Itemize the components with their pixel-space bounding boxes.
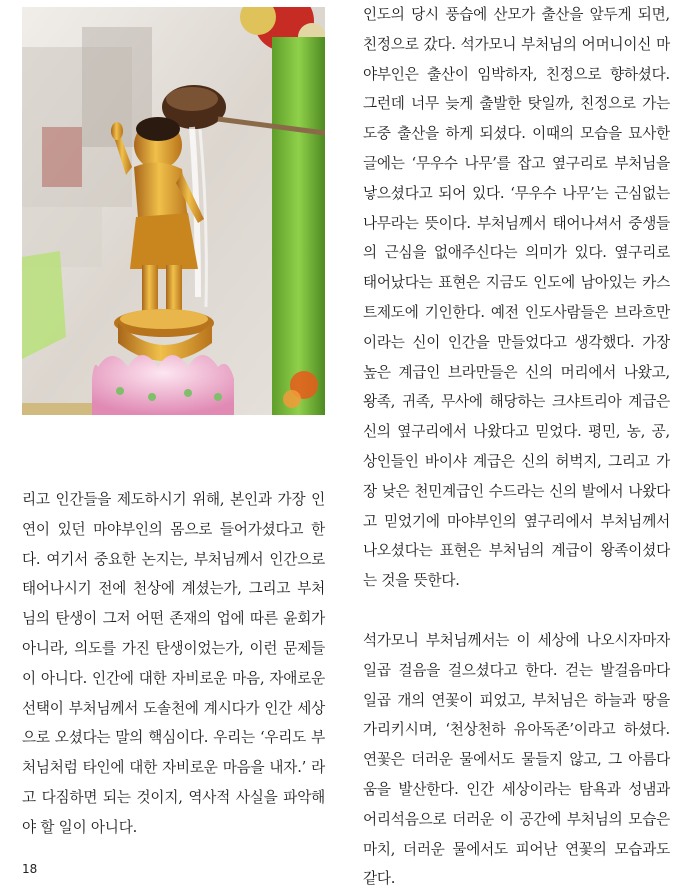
right-paragraph-1: 인도의 당시 풍습에 산모가 출산을 앞두게 되면, 친정으로 갔다. 석가모니 부처님의 어머니이신 마야부인은 출산이 임박하자, 친정으로 향하셨다. 그런데 너무 늦게 출발한 탓일까, 친정으로 가는 도중 출산을 하게 되셨다. 이때의 모습을 묘사한 글에는 ‘무우수 나무’를 잡고 옆구리로 부처님을 낳으셨다고 되어 있다. ‘무우수 나무’는 근심없는 나무라는 뜻이다. 부처님께서 태어나셔서 중생들의 근심을 없애주신다는 의미가 있다. 옆구리로 태어났다는 표현은 지금도 인도에 남아있는 카스트제도에 기인한다. 예전 인도사람들은 브라흐만이라는 신이 인간을 만들었다고 생각했다. 가장 높은 계급인 브라만들은 신의 머리에서 나왔고, 왕족, 귀족, 무사에 해당하는 크샤트리아 계급은 신의 옆구리에서 나왔다고 믿었다. 평민, 농, 공, 상인들인 바이샤 계급은 신의 허벅지, 그리고 가장 낮은 천민계급인 수드라는 신의 발에서 나왔다고 믿었기에 마야부인의 옆구리에서 부처님께서 나오셨다는 표현은 부처님의 계급이 왕족이셨다는 것을 뜻한다. bbox=[363, 6, 670, 590]
page-number: 18 bbox=[22, 862, 38, 876]
left-paragraph-1: 리고 인간들을 제도하시기 위해, 본인과 가장 인연이 있던 마야부인의 몸으로 들어가셨다고 한다. 여기서 중요한 논지는, 부처님께서 인간으로 태어나시기 전에 천상에 계셨는가, 그리고 부처님의 탄생이 그저 어떤 존재의 업에 따른 윤회가 아니라, 의도를 가진 탄생이었는가, 이런 문제들이 아니다. 인간에 대한 자비로운 마음, 자애로운 선택이 부처님께서 도솔천에 계시다가 인간 세상으로 오셨다는 말의 핵심이다. 우리는 ‘우리도 부처님처럼 타인에 대한 자비로운 마음을 내자.’ 라고 다짐하면 되는 것이지, 역사적 사실을 파악해야 할 일이 아니다. bbox=[22, 491, 325, 836]
right-column-text bbox=[363, 0, 670, 894]
paragraph-spacer bbox=[363, 596, 670, 626]
right-paragraph-2: 석가모니 부처님께서는 이 세상에 나오시자마자 일곱 걸음을 걸으셨다고 한다. 걷는 발걸음마다 일곱 개의 연꽃이 피었고, 부처님은 하늘과 땅을 가리키시며, ‘천상천하 유아독존’이라고 하셨다. 연꽃은 더러운 물에서도 물들지 않고, 그 아름다움을 발산한다. 인간 세상이라는 탐욕과 성냄과 어리석음으로 더러운 이 공간에 부처님의 모습은 마치, 더러운 물에서도 피어난 연꽃의 모습과도 같다. bbox=[363, 631, 670, 888]
left-column-text bbox=[22, 485, 325, 843]
baby-buddha-photo bbox=[22, 7, 325, 415]
